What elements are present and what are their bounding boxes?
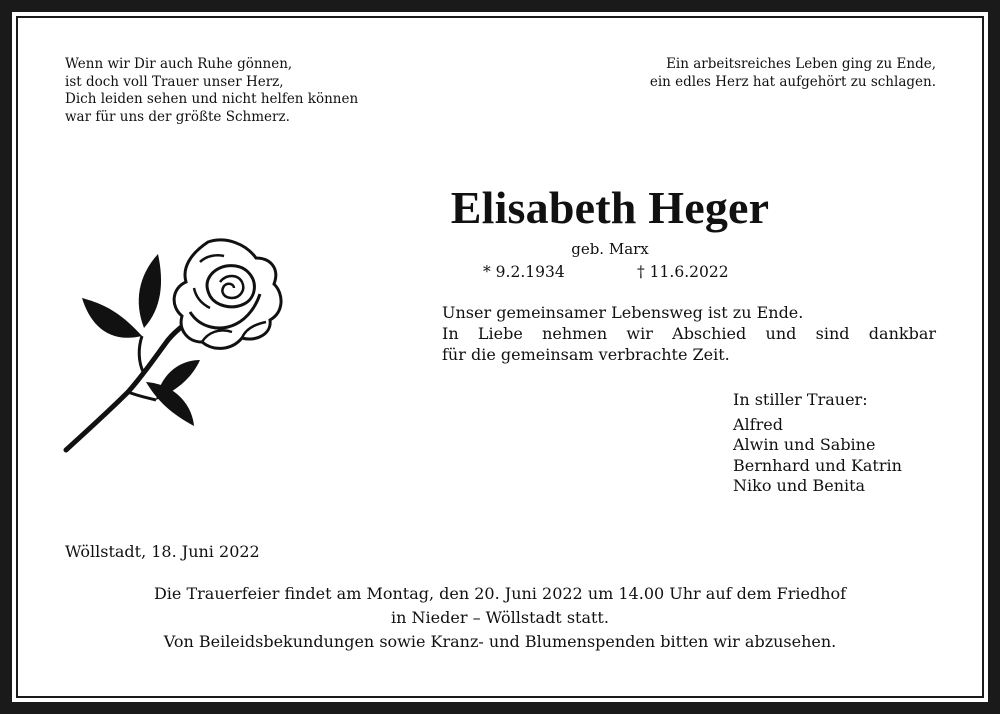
- rose-center: [207, 266, 254, 307]
- poem-right: [650, 56, 936, 91]
- poem-line: war für uns der größte Schmerz.: [65, 108, 290, 125]
- rose-stem-branch: [128, 392, 156, 400]
- funeral-notice: [40, 582, 960, 654]
- deceased-name: Elisabeth Heger: [450, 182, 770, 233]
- message-line: In Liebe nehmen wir Abschied und sind dankbar: [442, 324, 936, 343]
- rose-leaf: [139, 254, 161, 328]
- poem-line: Wenn wir Dir auch Ruhe gönnen,: [65, 56, 293, 72]
- poem-line: Ein arbeitsreiches Leben ging zu Ende,: [666, 56, 936, 72]
- message-line: für die gemeinsam verbrachte Zeit.: [442, 345, 730, 364]
- farewell-message: [442, 302, 936, 365]
- mourner-name: Niko und Benita: [733, 476, 866, 495]
- death-date: † 11.6.2022: [637, 263, 729, 281]
- place-date: Wöllstadt, 18. Juni 2022: [65, 542, 260, 561]
- poem-line: Dich leiden sehen und nicht helfen können: [65, 91, 359, 107]
- mourners-heading: In stiller Trauer:: [733, 390, 868, 409]
- poem-line: ist doch voll Trauer unser Herz,: [65, 73, 284, 90]
- maiden-name: geb. Marx: [571, 240, 649, 258]
- mourner-name: Bernhard und Katrin: [733, 455, 902, 475]
- birth-date: * 9.2.1934: [483, 263, 565, 281]
- poem-line: ein edles Herz hat aufgehört zu schlagen.: [649, 73, 936, 90]
- poem-left: [65, 56, 358, 126]
- rose-stem-branch: [139, 336, 144, 374]
- notice-line: in Nieder – Wöllstadt statt.: [391, 608, 609, 627]
- mourners-block: [733, 390, 902, 497]
- notice-line: Von Beileidsbekundungen sowie Kranz- und Blumenspenden bitten wir abzusehen.: [163, 632, 837, 651]
- mourner-name: Alfred: [733, 414, 783, 434]
- mourner-name: Alwin und Sabine: [733, 435, 876, 454]
- rose-icon: [60, 232, 292, 456]
- notice-line: Die Trauerfeier findet am Montag, den 20. Juni 2022 um 14.00 Uhr auf dem Friedhof: [153, 584, 847, 603]
- message-line: Unser gemeinsamer Lebensweg ist zu Ende.: [442, 303, 804, 322]
- rose-leaf: [82, 298, 142, 338]
